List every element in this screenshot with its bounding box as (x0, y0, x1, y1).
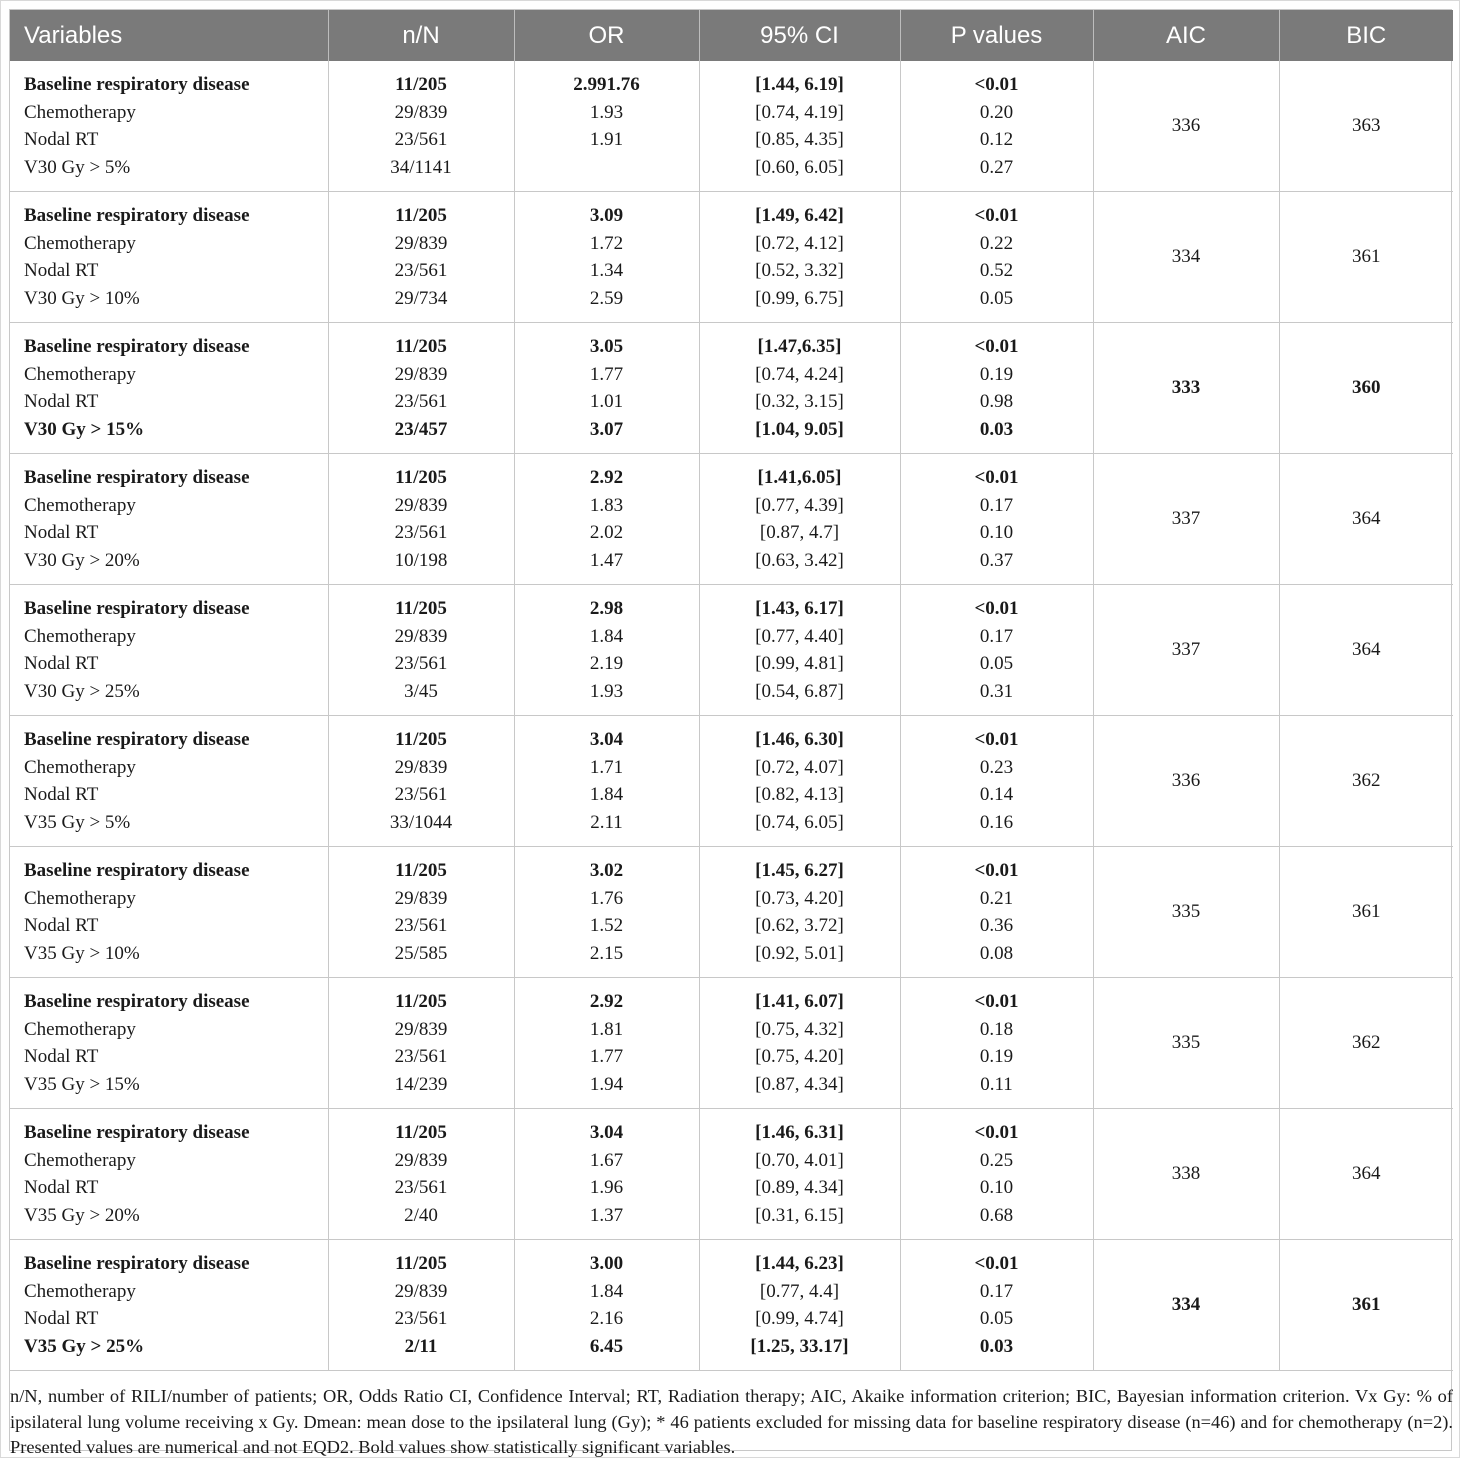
variable-cell: Chemotherapy (24, 756, 136, 778)
odds-ratio-cell: 3.00 (589, 1253, 624, 1274)
variable-cell: V35 Gy > 25% (24, 1335, 145, 1357)
table-footnote: n/N, number of RILI/number of patients; OR, Odds Ratio CI, Confidence Interval; RT, Radiation therapy; AIC, Akaike information criterion; BIC, Bayesian information criterion. Vx Gy: % of ipsilateral lung volume receiving x Gy. Dmean: mean dose to the ipsilateral lung (Gy); * 46 patients excluded for missing data for baseline respiratory disease (n=46) and for chemotherapy (n=2). Presented values are numerical and not EQD2. Bold values show statistically significant variables. (10, 1386, 1453, 1457)
confidence-interval-column-cell (699, 585, 900, 716)
odds-ratio-cell: 1.71 (589, 756, 624, 778)
header-aic: AIC (1093, 10, 1279, 61)
confidence-interval-cell: [0.73, 4.20] (755, 887, 844, 909)
confidence-interval-column-cell (699, 454, 900, 585)
p-value-cell: <0.01 (974, 467, 1019, 488)
p-value-cell: 0.12 (979, 129, 1014, 151)
odds-ratio-column-cell (514, 585, 699, 716)
odds-ratio-cell: 1.84 (589, 1280, 624, 1302)
odds-ratio-cell: 1.81 (589, 1018, 624, 1040)
variable-cell: Baseline respiratory disease (24, 860, 250, 881)
p-value-cell: 0.05 (979, 287, 1014, 309)
p-value-cell: 0.03 (979, 1335, 1014, 1357)
odds-ratio-cell: 1.01 (589, 391, 624, 413)
odds-ratio-cell: 1.84 (589, 784, 624, 806)
odds-ratio-cell: 3.02 (589, 860, 624, 881)
p-value-column-cell (900, 585, 1093, 716)
p-value-cell: 0.11 (980, 1073, 1013, 1095)
confidence-interval-cell: [0.85, 4.35] (755, 129, 844, 151)
n-cell: 14/239 (394, 1073, 448, 1095)
n-cell: 2/11 (404, 1335, 438, 1357)
confidence-interval-cell: [0.74, 4.24] (755, 363, 844, 385)
odds-ratio-cell: 1.77 (589, 1046, 624, 1068)
bic-cell: 361 (1279, 1240, 1453, 1371)
n-cell: 2/40 (404, 1204, 438, 1226)
p-value-column-cell (900, 192, 1093, 323)
odds-ratio-cell: 1.37 (589, 1204, 624, 1226)
n-cell: 29/839 (394, 363, 448, 385)
variable-cell: Baseline respiratory disease (24, 205, 250, 226)
variable-cell: Baseline respiratory disease (24, 598, 250, 619)
confidence-interval-cell: [0.99, 4.81] (755, 653, 844, 675)
aic-cell: 333 (1093, 323, 1279, 454)
aic-cell: 334 (1093, 192, 1279, 323)
odds-ratio-cell: 3.04 (589, 1122, 624, 1143)
n-cell: 11/205 (395, 729, 447, 750)
confidence-interval-cell: [0.74, 6.05] (755, 811, 844, 833)
n-cell: 11/205 (395, 467, 447, 488)
odds-ratio-cell: 1.76 (589, 887, 624, 909)
confidence-interval-column-cell (699, 1109, 900, 1240)
results-table (10, 10, 1453, 1371)
variable-cell: Chemotherapy (24, 494, 136, 516)
confidence-interval-cell: [0.72, 4.12] (755, 232, 844, 254)
model-group-row (10, 1109, 1453, 1240)
bic-cell: 360 (1279, 323, 1453, 454)
p-value-column-cell (900, 323, 1093, 454)
odds-ratio-cell: 1.47 (589, 549, 624, 571)
confidence-interval-cell: [0.62, 3.72] (755, 915, 844, 937)
confidence-interval-cell: [0.77, 4.4] (759, 1280, 840, 1302)
variable-column-cell (10, 716, 328, 847)
n-cell: 23/561 (394, 129, 448, 151)
model-group-row (10, 192, 1453, 323)
n-column-cell (328, 61, 514, 192)
odds-ratio-column-cell (514, 1240, 699, 1371)
odds-ratio-cell: 1.52 (589, 915, 624, 937)
odds-ratio-cell: 2.92 (589, 991, 624, 1012)
n-cell: 11/205 (395, 598, 447, 619)
variable-column-cell (10, 1240, 328, 1371)
variable-cell: Nodal RT (24, 391, 99, 413)
p-value-cell: 0.68 (979, 1204, 1014, 1226)
variable-cell: Chemotherapy (24, 363, 136, 385)
aic-cell: 338 (1093, 1109, 1279, 1240)
confidence-interval-cell: [0.92, 5.01] (755, 942, 844, 964)
variable-cell: Chemotherapy (24, 1018, 136, 1040)
variable-column-cell (10, 192, 328, 323)
bic-cell: 362 (1279, 716, 1453, 847)
header-p-values: P values (900, 10, 1093, 61)
odds-ratio-cell: 2.11 (590, 811, 623, 833)
n-cell: 25/585 (394, 942, 448, 964)
variable-cell: Nodal RT (24, 784, 99, 806)
confidence-interval-cell: [0.75, 4.20] (755, 1046, 844, 1068)
n-cell: 3/45 (404, 680, 438, 702)
p-value-cell: <0.01 (974, 1122, 1019, 1143)
odds-ratio-cell: 1.96 (589, 1177, 624, 1199)
p-value-cell: 0.36 (979, 915, 1014, 937)
confidence-interval-cell: [0.52, 3.32] (755, 260, 844, 282)
confidence-interval-cell: [0.82, 4.13] (755, 784, 844, 806)
n-cell: 29/839 (394, 1280, 448, 1302)
aic-cell: 336 (1093, 61, 1279, 192)
variable-cell: Nodal RT (24, 522, 99, 544)
confidence-interval-column-cell (699, 978, 900, 1109)
variable-cell: Baseline respiratory disease (24, 991, 250, 1012)
odds-ratio-column-cell (514, 61, 699, 192)
p-value-cell: 0.10 (979, 522, 1014, 544)
p-value-cell: 0.37 (979, 549, 1014, 571)
variable-cell: Nodal RT (24, 653, 99, 675)
model-group-row (10, 454, 1453, 585)
confidence-interval-cell: [0.63, 3.42] (755, 549, 844, 571)
n-cell: 29/839 (394, 494, 448, 516)
n-cell: 23/561 (394, 784, 448, 806)
n-cell: 29/839 (394, 1018, 448, 1040)
n-column-cell (328, 585, 514, 716)
model-group-row (10, 716, 1453, 847)
n-cell: 29/839 (394, 232, 448, 254)
bic-cell: 364 (1279, 454, 1453, 585)
n-cell: 23/561 (394, 522, 448, 544)
header-bic: BIC (1279, 10, 1453, 61)
odds-ratio-cell: 2.98 (589, 598, 624, 619)
bic-cell: 364 (1279, 1109, 1453, 1240)
odds-ratio-cell: 2.59 (589, 287, 624, 309)
p-value-cell: <0.01 (974, 860, 1019, 881)
confidence-interval-cell: [0.99, 6.75] (755, 287, 844, 309)
p-value-cell: 0.27 (979, 156, 1014, 178)
odds-ratio-cell: 1.93 (589, 101, 624, 123)
p-value-cell: 0.16 (979, 811, 1014, 833)
p-value-cell: 0.05 (979, 653, 1014, 675)
n-cell: 10/198 (394, 549, 448, 571)
confidence-interval-cell: [1.43, 6.17] (755, 598, 844, 619)
n-cell: 29/839 (394, 756, 448, 778)
p-value-cell: <0.01 (974, 729, 1019, 750)
confidence-interval-cell: [0.77, 4.40] (755, 625, 844, 647)
confidence-interval-cell: [0.31, 6.15] (755, 1204, 844, 1226)
p-value-column-cell (900, 978, 1093, 1109)
p-value-cell: 0.20 (979, 101, 1014, 123)
n-cell: 23/561 (394, 1046, 448, 1068)
variable-column-cell (10, 978, 328, 1109)
variable-cell: V35 Gy > 20% (24, 1204, 140, 1226)
odds-ratio-column-cell (514, 1109, 699, 1240)
odds-ratio-cell: 1.67 (589, 1149, 624, 1171)
confidence-interval-cell: [0.87, 4.34] (755, 1073, 844, 1095)
confidence-interval-cell: [1.04, 9.05] (755, 418, 844, 440)
n-cell: 23/561 (394, 391, 448, 413)
confidence-interval-cell: [0.77, 4.39] (755, 494, 844, 516)
odds-ratio-column-cell (514, 716, 699, 847)
variable-cell: V35 Gy > 10% (24, 942, 140, 964)
variable-cell: Nodal RT (24, 129, 99, 151)
p-value-cell: 0.17 (979, 625, 1014, 647)
confidence-interval-column-cell (699, 192, 900, 323)
n-cell: 11/205 (395, 1253, 447, 1274)
confidence-interval-cell: [1.47,6.35] (757, 336, 842, 357)
p-value-column-cell (900, 61, 1093, 192)
p-value-cell: 0.14 (979, 784, 1014, 806)
p-value-cell: <0.01 (974, 598, 1019, 619)
p-value-cell: <0.01 (974, 336, 1019, 357)
n-cell: 11/205 (395, 860, 447, 881)
n-cell: 23/561 (394, 915, 448, 937)
n-cell: 29/839 (394, 887, 448, 909)
confidence-interval-cell: [0.32, 3.15] (755, 391, 844, 413)
p-value-column-cell (900, 454, 1093, 585)
table-body (10, 61, 1453, 1371)
n-cell: 11/205 (395, 336, 447, 357)
n-cell: 23/561 (394, 260, 448, 282)
table-container (9, 9, 1453, 1457)
confidence-interval-column-cell (699, 323, 900, 454)
confidence-interval-cell: [1.41, 6.07] (755, 991, 844, 1012)
p-value-column-cell (900, 1240, 1093, 1371)
odds-ratio-cell: 2.15 (589, 942, 624, 964)
model-group-row (10, 61, 1453, 192)
odds-ratio-cell: 3.07 (589, 418, 624, 440)
model-group-row (10, 1240, 1453, 1371)
confidence-interval-column-cell (699, 1240, 900, 1371)
model-group-row (10, 978, 1453, 1109)
confidence-interval-cell: [0.75, 4.32] (755, 1018, 844, 1040)
n-cell: 23/561 (394, 1308, 448, 1330)
n-cell: 29/734 (394, 287, 448, 309)
table-header (10, 10, 1453, 61)
variable-cell: Baseline respiratory disease (24, 336, 250, 357)
variable-cell: Baseline respiratory disease (24, 1122, 250, 1143)
p-value-cell: 0.17 (979, 1280, 1014, 1302)
odds-ratio-cell: 1.94 (589, 1073, 624, 1095)
p-value-cell: 0.23 (979, 756, 1014, 778)
model-group-row (10, 847, 1453, 978)
confidence-interval-cell: [0.54, 6.87] (755, 680, 844, 702)
odds-ratio-cell: 2.19 (589, 653, 624, 675)
p-value-column-cell (900, 716, 1093, 847)
odds-ratio-cell: 6.45 (589, 1335, 624, 1357)
confidence-interval-cell: [1.46, 6.31] (755, 1122, 844, 1143)
n-column-cell (328, 716, 514, 847)
confidence-interval-cell: [1.45, 6.27] (755, 860, 844, 881)
p-value-column-cell (900, 1109, 1093, 1240)
p-value-cell: <0.01 (974, 1253, 1019, 1274)
variable-cell: V35 Gy > 5% (24, 811, 131, 833)
p-value-cell: 0.03 (979, 418, 1014, 440)
odds-ratio-cell: 1.93 (589, 680, 624, 702)
bic-cell: 362 (1279, 978, 1453, 1109)
variable-cell: V30 Gy > 5% (24, 156, 131, 178)
model-group-row (10, 585, 1453, 716)
n-cell: 11/205 (395, 991, 447, 1012)
odds-ratio-cell: 2.92 (589, 467, 624, 488)
variable-cell: V30 Gy > 10% (24, 287, 140, 309)
aic-cell: 337 (1093, 585, 1279, 716)
variable-cell: V30 Gy > 15% (24, 418, 145, 440)
variable-column-cell (10, 585, 328, 716)
confidence-interval-column-cell (699, 847, 900, 978)
p-value-cell: <0.01 (974, 74, 1019, 95)
confidence-interval-cell: [1.44, 6.19] (755, 74, 844, 95)
header-variables: Variables (10, 10, 328, 61)
n-cell: 34/1141 (390, 156, 452, 178)
aic-cell: 334 (1093, 1240, 1279, 1371)
variable-cell: Nodal RT (24, 1308, 99, 1330)
confidence-interval-column-cell (699, 716, 900, 847)
odds-ratio-column-cell (514, 323, 699, 454)
p-value-cell: 0.19 (979, 363, 1014, 385)
odds-ratio-cell: 1.77 (589, 363, 624, 385)
variable-cell: Chemotherapy (24, 101, 136, 123)
variable-cell: Chemotherapy (24, 887, 136, 909)
confidence-interval-cell: [0.70, 4.01] (755, 1149, 844, 1171)
n-column-cell (328, 192, 514, 323)
aic-cell: 335 (1093, 847, 1279, 978)
variable-cell: Chemotherapy (24, 1149, 136, 1171)
header-or: OR (514, 10, 699, 61)
p-value-cell: 0.21 (979, 887, 1014, 909)
variable-column-cell (10, 847, 328, 978)
n-cell: 29/839 (394, 101, 448, 123)
confidence-interval-cell: [0.87, 4.7] (759, 522, 840, 544)
confidence-interval-cell: [0.89, 4.34] (755, 1177, 844, 1199)
p-value-cell: 0.25 (979, 1149, 1014, 1171)
variable-cell: Nodal RT (24, 260, 99, 282)
variable-column-cell (10, 61, 328, 192)
variable-column-cell (10, 1109, 328, 1240)
n-column-cell (328, 1109, 514, 1240)
variable-cell: Baseline respiratory disease (24, 467, 250, 488)
variable-cell: Chemotherapy (24, 625, 136, 647)
odds-ratio-column-cell (514, 847, 699, 978)
confidence-interval-cell: [0.72, 4.07] (755, 756, 844, 778)
variable-cell: V30 Gy > 20% (24, 549, 140, 571)
odds-ratio-cell: 2.16 (589, 1308, 624, 1330)
n-column-cell (328, 323, 514, 454)
p-value-cell: 0.19 (979, 1046, 1014, 1068)
odds-ratio-cell (515, 154, 699, 182)
n-cell: 11/205 (395, 74, 447, 95)
n-cell: 23/561 (394, 653, 448, 675)
n-cell: 11/205 (395, 205, 447, 226)
confidence-interval-cell: [0.60, 6.05] (755, 156, 844, 178)
n-cell: 23/457 (394, 418, 448, 440)
odds-ratio-cell: 1.84 (589, 625, 624, 647)
odds-ratio-cell: 2.02 (589, 522, 624, 544)
odds-ratio-cell: 3.09 (589, 205, 624, 226)
p-value-column-cell (900, 847, 1093, 978)
confidence-interval-cell: [1.46, 6.30] (755, 729, 844, 750)
confidence-interval-cell: [1.25, 33.17] (750, 1335, 849, 1357)
odds-ratio-cell: 1.72 (589, 232, 624, 254)
p-value-cell: 0.05 (979, 1308, 1014, 1330)
p-value-cell: 0.10 (979, 1177, 1014, 1199)
p-value-cell: 0.52 (979, 260, 1014, 282)
n-column-cell (328, 1240, 514, 1371)
variable-cell: Nodal RT (24, 915, 99, 937)
p-value-cell: 0.18 (979, 1018, 1014, 1040)
confidence-interval-cell: [1.41,6.05] (757, 467, 842, 488)
variable-cell: Baseline respiratory disease (24, 729, 250, 750)
n-column-cell (328, 847, 514, 978)
confidence-interval-cell: [1.49, 6.42] (755, 205, 844, 226)
aic-cell: 336 (1093, 716, 1279, 847)
odds-ratio-column-cell (514, 978, 699, 1109)
p-value-cell: <0.01 (974, 991, 1019, 1012)
odds-ratio-cell: 2.991.76 (573, 74, 640, 95)
variable-cell: Chemotherapy (24, 1280, 136, 1302)
header-ci: 95% CI (699, 10, 900, 61)
variable-cell: Nodal RT (24, 1046, 99, 1068)
confidence-interval-cell: [1.44, 6.23] (755, 1253, 844, 1274)
odds-ratio-cell: 1.83 (589, 494, 624, 516)
p-value-cell: 0.31 (979, 680, 1014, 702)
odds-ratio-cell: 3.04 (589, 729, 624, 750)
variable-cell: Baseline respiratory disease (24, 74, 250, 95)
variable-cell: V30 Gy > 25% (24, 680, 140, 702)
p-value-cell: 0.17 (979, 494, 1014, 516)
confidence-interval-cell: [0.74, 4.19] (755, 101, 844, 123)
bic-cell: 364 (1279, 585, 1453, 716)
odds-ratio-column-cell (514, 454, 699, 585)
header-n: n/N (328, 10, 514, 61)
n-cell: 33/1044 (389, 811, 453, 833)
aic-cell: 335 (1093, 978, 1279, 1109)
n-column-cell (328, 978, 514, 1109)
n-column-cell (328, 454, 514, 585)
odds-ratio-cell: 3.05 (589, 336, 624, 357)
n-cell: 23/561 (394, 1177, 448, 1199)
confidence-interval-column-cell (699, 61, 900, 192)
bic-cell: 361 (1279, 192, 1453, 323)
variable-column-cell (10, 323, 328, 454)
variable-column-cell (10, 454, 328, 585)
variable-cell: V35 Gy > 15% (24, 1073, 140, 1095)
confidence-interval-cell: [0.99, 4.74] (755, 1308, 844, 1330)
odds-ratio-column-cell (514, 192, 699, 323)
odds-ratio-cell: 1.91 (589, 129, 624, 151)
variable-cell: Chemotherapy (24, 232, 136, 254)
variable-cell: Nodal RT (24, 1177, 99, 1199)
variable-cell: Baseline respiratory disease (24, 1253, 250, 1274)
p-value-cell: <0.01 (974, 205, 1019, 226)
odds-ratio-cell: 1.34 (589, 260, 624, 282)
n-cell: 11/205 (395, 1122, 447, 1143)
n-cell: 29/839 (394, 625, 448, 647)
aic-cell: 337 (1093, 454, 1279, 585)
p-value-cell: 0.98 (979, 391, 1014, 413)
model-group-row (10, 323, 1453, 454)
p-value-cell: 0.22 (979, 232, 1014, 254)
bic-cell: 363 (1279, 61, 1453, 192)
n-cell: 29/839 (394, 1149, 448, 1171)
bic-cell: 361 (1279, 847, 1453, 978)
p-value-cell: 0.08 (979, 942, 1014, 964)
